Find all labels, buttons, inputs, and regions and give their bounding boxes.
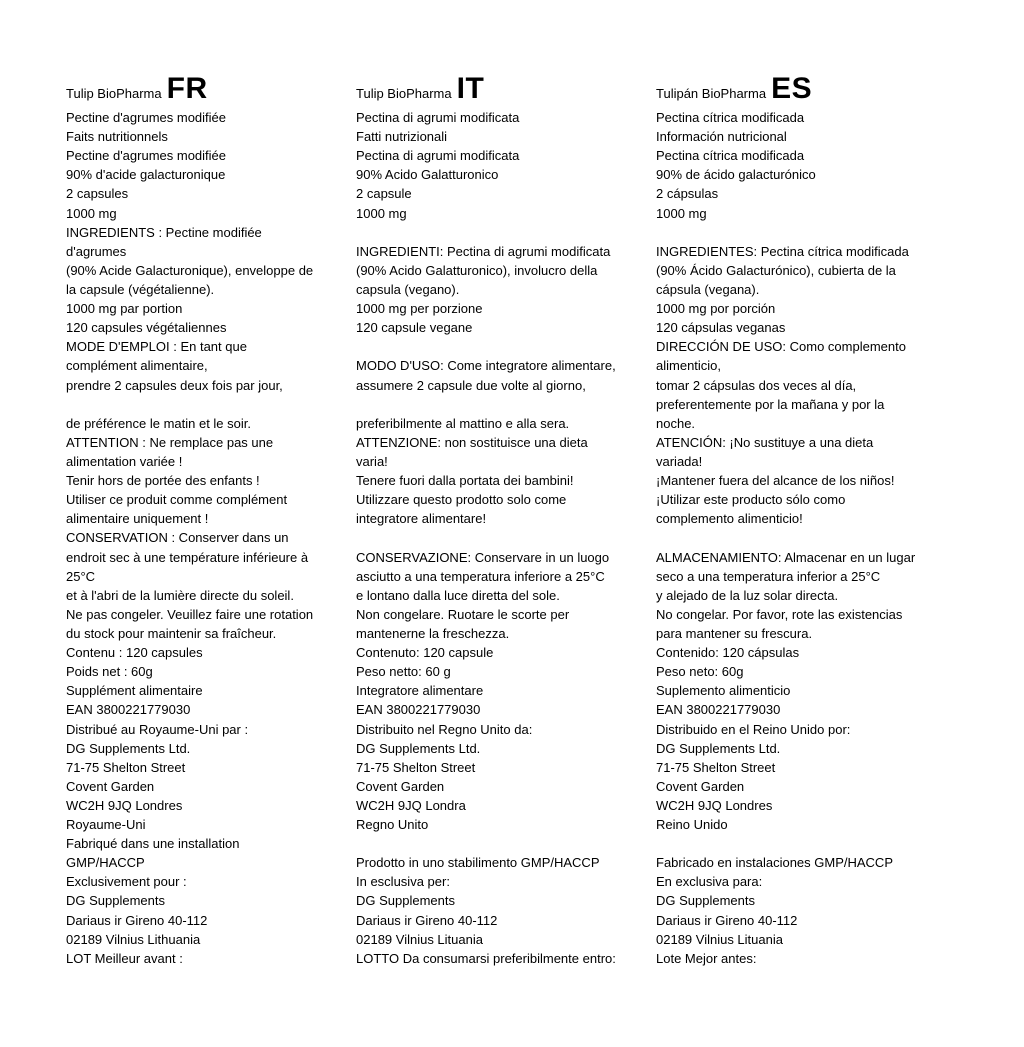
text-line <box>356 223 656 242</box>
text-line: alimentation variée ! <box>66 453 183 469</box>
text-line: 1000 mg <box>656 205 707 221</box>
text-line: Pectina di agrumi modificata <box>356 110 520 125</box>
text-line: et à l'abri de la lumière directe du soleil. <box>66 587 294 603</box>
label-text-spanish <box>656 108 958 968</box>
text-line: Faits nutritionnels <box>66 129 168 145</box>
text-line: Poids net : 60g <box>66 664 153 680</box>
text-line: 02189 Vilnius Lituania <box>356 931 483 947</box>
text-line: WC2H 9JQ Londres <box>66 797 183 813</box>
text-line: Peso netto: 60 g <box>356 664 451 680</box>
text-line: CONSERVAZIONE: Conservare in un luogo <box>356 549 610 565</box>
text-line: DG Supplements Ltd. <box>356 740 481 756</box>
text-line: varia! <box>356 453 388 469</box>
text-line: ATTENTION : Ne remplace pas une <box>66 434 274 450</box>
text-line: complemento alimenticio! <box>656 511 803 527</box>
column-header-spanish <box>656 74 958 108</box>
text-line: 1000 mg per porzione <box>356 301 483 317</box>
text-line: Contenu : 120 capsules <box>66 645 203 661</box>
text-line <box>356 528 656 547</box>
column-header-french <box>66 74 356 108</box>
text-line: variada! <box>656 453 703 469</box>
text-line: LOT Meilleur avant : <box>66 950 183 966</box>
text-line: tomar 2 cápsulas dos veces al día, <box>656 377 857 393</box>
text-line <box>656 834 958 853</box>
text-line: 2 cápsulas <box>656 186 719 202</box>
text-line: Contenuto: 120 capsule <box>356 645 494 661</box>
text-line: 71-75 Shelton Street <box>66 759 186 775</box>
text-line: Ne pas congeler. Veuillez faire une rotation <box>66 606 314 622</box>
text-line: Lote Mejor antes: <box>656 950 757 966</box>
text-line: Tenir hors de portée des enfants ! <box>66 473 260 489</box>
text-line: Pectine d'agrumes modifiée <box>66 110 227 125</box>
text-line: alimentaire uniquement ! <box>66 511 209 527</box>
text-line: In esclusiva per: <box>356 874 450 890</box>
text-line: 90% Acido Galatturonico <box>356 167 499 183</box>
text-line: DIRECCIÓN DE USO: Como complemento <box>656 339 906 355</box>
text-line: EAN 3800221779030 <box>656 702 781 718</box>
text-line <box>356 834 656 853</box>
text-line: 120 cápsulas veganas <box>656 320 786 336</box>
text-line: cápsula (vegana). <box>656 281 760 297</box>
text-line: ¡Utilizar este producto sólo como <box>656 492 846 508</box>
text-line: 120 capsules végétaliennes <box>66 320 227 336</box>
text-line: Fabriqué dans une installation <box>66 836 240 852</box>
text-line: Reino Unido <box>656 817 728 833</box>
text-line: Contenido: 120 cápsulas <box>656 645 800 661</box>
text-line <box>656 223 958 242</box>
text-line: Covent Garden <box>66 778 155 794</box>
text-line: Regno Unito <box>356 817 429 833</box>
text-line: endroit sec à une température inférieure à <box>66 549 309 565</box>
text-line: Pectina di agrumi modificata <box>356 148 520 164</box>
text-line <box>356 395 656 414</box>
text-line: (90% Acide Galacturonique), enveloppe de <box>66 262 314 278</box>
text-line: MODE D'EMPLOI : En tant que <box>66 339 247 355</box>
text-line: Tenere fuori dalla portata dei bambini! <box>356 473 574 489</box>
text-line: ALMACENAMIENTO: Almacenar en un lugar <box>656 549 916 565</box>
text-line: DG Supplements <box>356 893 455 909</box>
text-line: ¡Mantener fuera del alcance de los niños! <box>656 473 895 489</box>
text-line: asciutto a una temperatura inferiore a 25°C <box>356 568 605 584</box>
text-line: EAN 3800221779030 <box>66 702 191 718</box>
text-line: Distribuido en el Reino Unido por: <box>656 721 851 737</box>
text-line <box>66 395 356 414</box>
text-line: 1000 mg <box>66 205 117 221</box>
text-line: capsula (vegano). <box>356 281 460 297</box>
text-line: la capsule (végétalienne). <box>66 281 215 297</box>
text-line: Utiliser ce produit comme complément <box>66 492 288 508</box>
text-line: INGREDIENTES: Pectina cítrica modificada <box>656 243 909 259</box>
text-line: e lontano dalla luce diretta del sole. <box>356 587 560 603</box>
text-line: y alejado de la luz solar directa. <box>656 587 839 603</box>
text-line: Covent Garden <box>356 778 445 794</box>
text-line: alimenticio, <box>656 358 722 374</box>
text-line: WC2H 9JQ Londra <box>356 797 466 813</box>
text-line: GMP/HACCP <box>66 855 145 871</box>
text-line: Utilizzare questo prodotto solo come <box>356 492 567 508</box>
label-text-italian <box>356 108 656 968</box>
text-line: Pectina cítrica modificada <box>656 110 805 125</box>
brand-name: Tulip BioPharma <box>356 86 452 101</box>
text-line: DG Supplements Ltd. <box>656 740 781 756</box>
text-line: 1000 mg <box>356 205 407 221</box>
text-line: EAN 3800221779030 <box>356 702 481 718</box>
text-line: Suplemento alimenticio <box>656 683 791 699</box>
text-line: 120 capsule vegane <box>356 320 473 336</box>
text-line: seco a una temperatura inferior a 25°C <box>656 568 881 584</box>
text-line: DG Supplements <box>66 893 165 909</box>
label-text-french <box>66 108 356 968</box>
text-line: Covent Garden <box>656 778 745 794</box>
text-line: 02189 Vilnius Lituania <box>656 931 783 947</box>
text-line: d'agrumes <box>66 243 127 259</box>
text-line: prendre 2 capsules deux fois par jour, <box>66 377 283 393</box>
text-line: INGREDIENTS : Pectine modifiée <box>66 224 262 240</box>
text-line: para mantener su frescura. <box>656 625 813 641</box>
text-line: 1000 mg por porción <box>656 301 776 317</box>
text-line: Royaume-Uni <box>66 817 146 833</box>
text-line: Exclusivement pour : <box>66 874 187 890</box>
text-line: 71-75 Shelton Street <box>356 759 476 775</box>
text-line: INGREDIENTI: Pectina di agrumi modificata <box>356 243 611 259</box>
language-code: FR <box>166 72 208 105</box>
text-line: 90% de ácido galacturónico <box>656 167 816 183</box>
brand-name: Tulipán BioPharma <box>656 86 767 101</box>
text-line: 90% d'acide galacturonique <box>66 167 226 183</box>
text-line: Fatti nutrizionali <box>356 129 448 145</box>
text-line: mantenerne la freschezza. <box>356 625 510 641</box>
text-line: Dariaus ir Gireno 40-112 <box>66 912 208 928</box>
text-line: Peso neto: 60g <box>656 664 744 680</box>
column-spanish <box>656 74 958 968</box>
text-line: Integratore alimentare <box>356 683 484 699</box>
text-line: 2 capsules <box>66 186 129 202</box>
text-line: du stock pour maintenir sa fraîcheur. <box>66 625 277 641</box>
text-line: noche. <box>656 415 696 431</box>
column-french <box>66 74 356 968</box>
text-line: ATENCIÓN: ¡No sustituye a una dieta <box>656 434 874 450</box>
text-line: complément alimentaire, <box>66 358 208 374</box>
text-line: integratore alimentare! <box>356 511 487 527</box>
text-line: preferibilmente al mattino e alla sera. <box>356 415 570 431</box>
text-line: CONSERVATION : Conserver dans un <box>66 530 289 546</box>
column-italian <box>356 74 656 968</box>
text-line: de préférence le matin et le soir. <box>66 415 251 431</box>
text-line: ATTENZIONE: non sostituisce una dieta <box>356 434 588 450</box>
text-line: Distribué au Royaume-Uni par : <box>66 721 249 737</box>
text-line: Pectina cítrica modificada <box>656 148 805 164</box>
text-line: 2 capsule <box>356 186 412 202</box>
text-line: 25°C <box>66 568 96 584</box>
text-line: 1000 mg par portion <box>66 301 183 317</box>
text-line: Dariaus ir Gireno 40-112 <box>656 912 798 928</box>
language-code: IT <box>456 72 485 105</box>
column-header-italian <box>356 74 656 108</box>
text-line: Supplément alimentaire <box>66 683 203 699</box>
text-line: assumere 2 capsule due volte al giorno, <box>356 377 586 393</box>
text-line: DG Supplements Ltd. <box>66 740 191 756</box>
language-code: ES <box>771 72 813 105</box>
text-line: (90% Ácido Galacturónico), cubierta de la <box>656 262 896 278</box>
text-line: MODO D'USO: Come integratore alimentare, <box>356 358 616 374</box>
text-line: LOTTO Da consumarsi preferibilmente entro: <box>356 950 616 966</box>
text-line: 71-75 Shelton Street <box>656 759 776 775</box>
text-line: Pectine d'agrumes modifiée <box>66 148 227 164</box>
text-line: Non congelare. Ruotare le scorte per <box>356 606 570 622</box>
text-line: No congelar. Por favor, rote las existencias <box>656 606 903 622</box>
text-line: Información nutricional <box>656 129 787 145</box>
text-line: Prodotto in uno stabilimento GMP/HACCP <box>356 855 600 871</box>
brand-name: Tulip BioPharma <box>66 86 162 101</box>
text-line: En exclusiva para: <box>656 874 763 890</box>
text-line: Distribuito nel Regno Unito da: <box>356 721 533 737</box>
text-line: DG Supplements <box>656 893 755 909</box>
translation-columns <box>66 74 958 968</box>
text-line: 02189 Vilnius Lithuania <box>66 931 201 947</box>
text-line: Fabricado en instalaciones GMP/HACCP <box>656 855 893 871</box>
text-line: (90% Acido Galatturonico), involucro della <box>356 262 598 278</box>
text-line <box>656 528 958 547</box>
text-line: preferentemente por la mañana y por la <box>656 396 885 412</box>
text-line: WC2H 9JQ Londres <box>656 797 773 813</box>
text-line: Dariaus ir Gireno 40-112 <box>356 912 498 928</box>
text-line <box>356 337 656 356</box>
